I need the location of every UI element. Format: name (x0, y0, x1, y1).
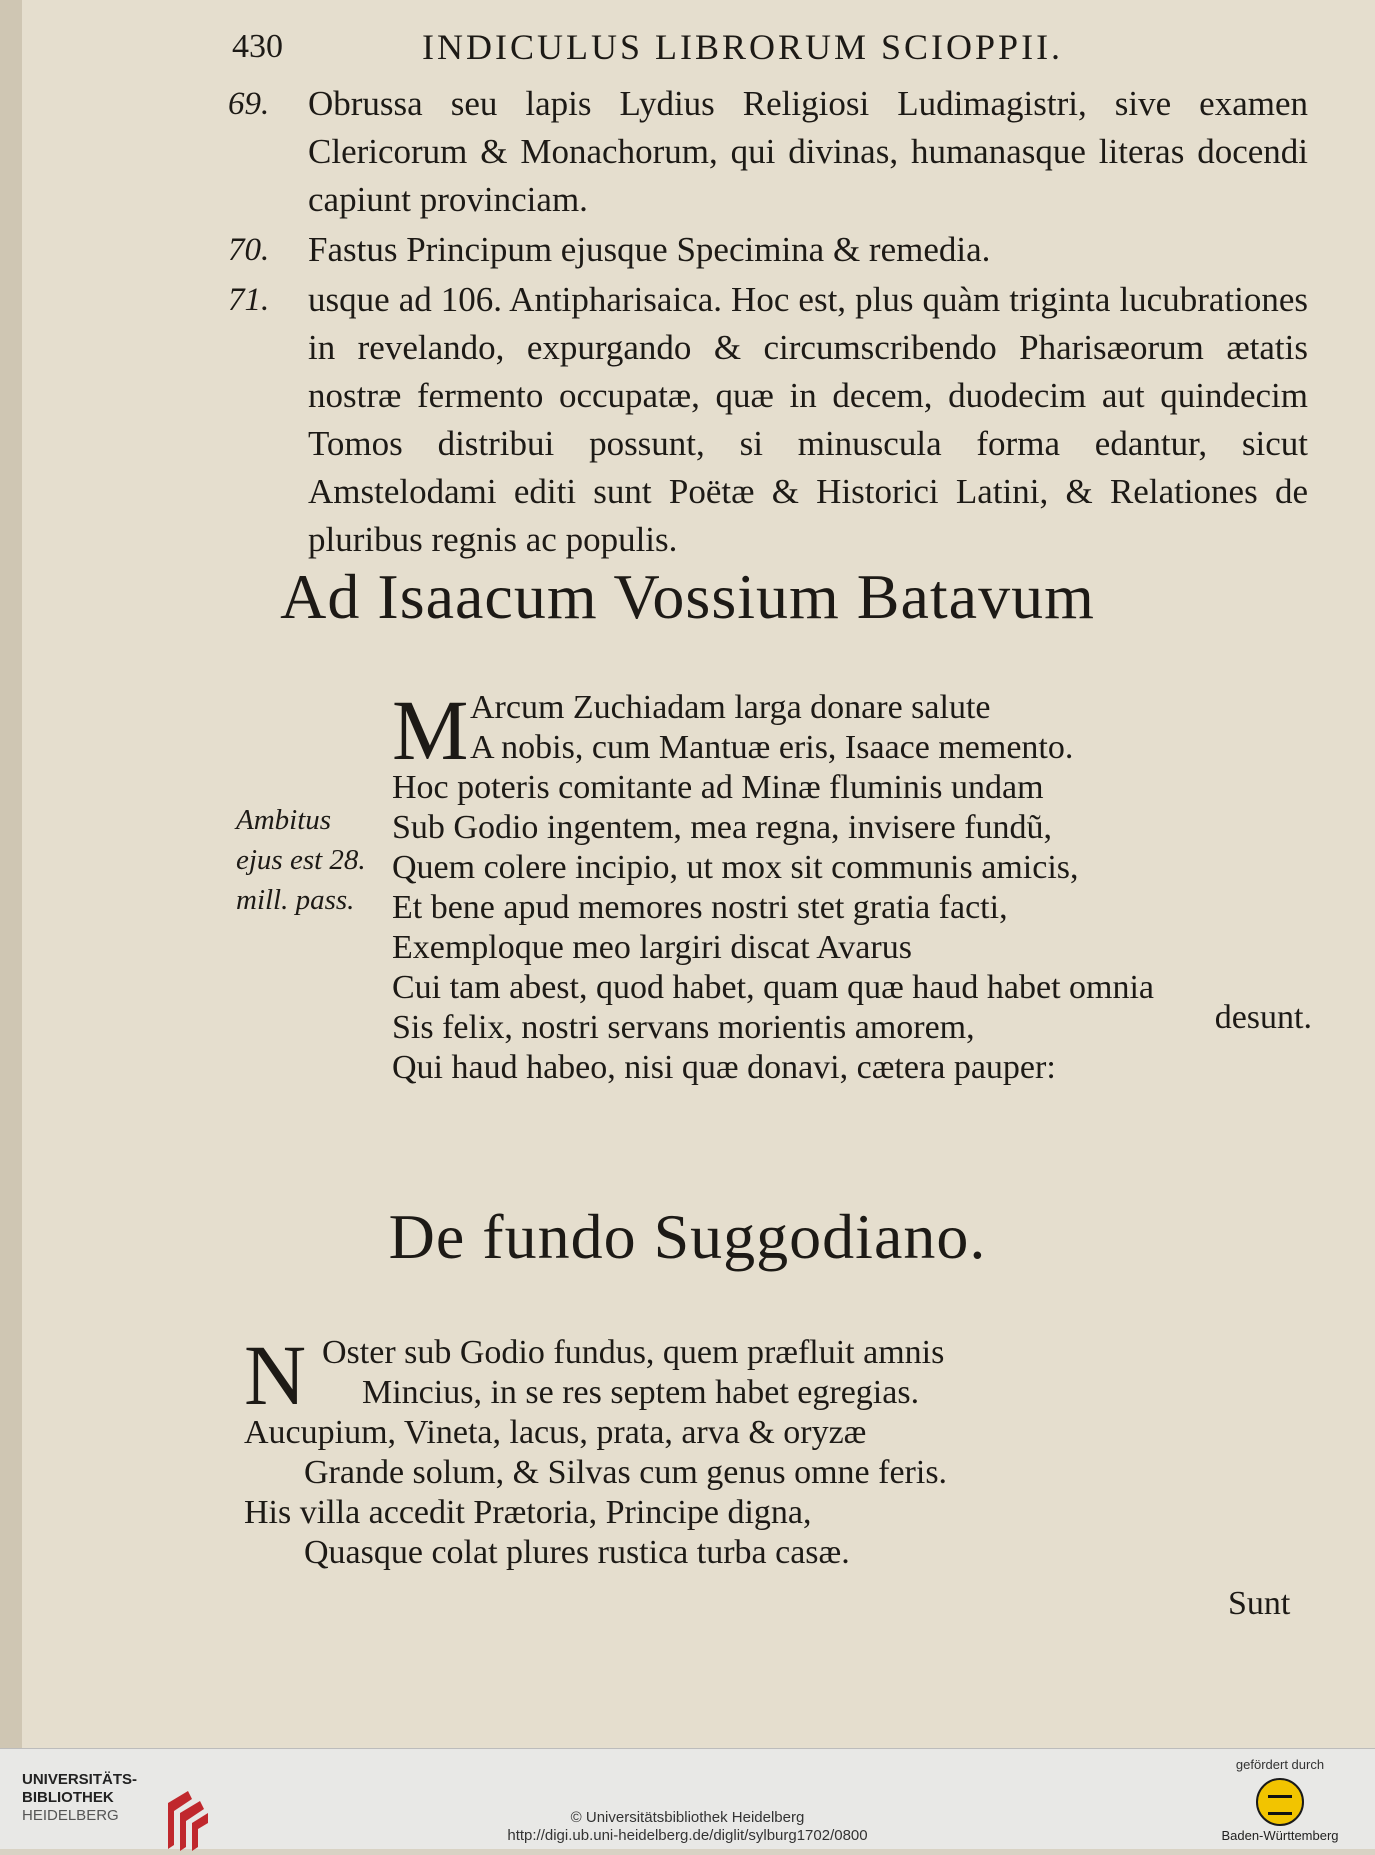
sponsor-block[interactable] (1205, 1757, 1355, 1843)
poem-line: A nobis, cum Mantuæ eris, Isaace memento. (470, 729, 1074, 766)
list-item (228, 276, 1308, 564)
copyright-block (0, 1809, 1375, 1845)
running-title: INDICULUS LIBRORUM SCIOPPII. (422, 27, 1064, 67)
viewer-footer (0, 1748, 1375, 1849)
turnover-word: desunt. (1214, 999, 1312, 1036)
poem-line: His villa accedit Prætoria, Principe digna, (244, 1494, 812, 1531)
page-number: 430 (232, 28, 283, 65)
section-heading-vossius: Ad Isaacum Vossium Batavum (280, 561, 1095, 632)
entry-list (228, 80, 1308, 566)
poem-line: Cui tam abest, quod habet, quam quæ haud habet omnia (392, 969, 1155, 1006)
entry-text: usque ad 106. Antipharisaica. Hoc est, plus quàm triginta lucubrationes in revelando, expurgando & circumscribendo Pharisæorum ætatis nostræ fermento occupatæ, quæ in decem, duodecim aut quindecim Tomos distribui possunt, si minuscula forma edantur, sicut Amstelodami editi sunt Poëtæ & Historici Latini, & Relationes de pluribus regnis ac populis. (308, 280, 1308, 559)
poem-line: Aucupium, Vineta, lacus, prata, arva & oryzæ (244, 1414, 867, 1451)
list-item (228, 226, 1308, 274)
entry-text: Fastus Principum ejusque Specimina & remedia. (308, 230, 991, 269)
entry-text: Obrussa seu lapis Lydius Religiosi Ludimagistri, sive examen Clericorum & Monachorum, qui divinas, humanasque literas docendi capiunt provinciam. (308, 84, 1308, 219)
entry-number: 70. (228, 232, 270, 268)
poem-line (392, 999, 1312, 1048)
entry-number: 69. (228, 86, 270, 122)
page-edge (0, 0, 22, 1748)
sponsor-label: gefördert durch (1235, 1757, 1325, 1772)
library-name-line: BIBLIOTHEK (22, 1789, 114, 1806)
catchword: Sunt (1228, 1585, 1291, 1622)
entry-number: 71. (228, 282, 270, 318)
marginal-line: ejus est 28. (236, 844, 366, 876)
poem-line: Sub Godio ingentem, mea regna, invisere fundũ, (392, 809, 1053, 846)
library-name-line: UNIVERSITÄTS- (22, 1771, 138, 1788)
permalink[interactable]: http://digi.ub.uni-heidelberg.de/diglit/sylburg1702/0800 (507, 1827, 868, 1844)
poem-line: Quem colere incipio, ut mox sit communis amicis, (392, 849, 1079, 886)
poem-suggodiano (244, 1327, 1144, 1573)
marginal-line: Ambitus (236, 804, 332, 836)
poem-line: Qui haud habeo, nisi quæ donavi, cætera pauper: (392, 1049, 1056, 1086)
poem-line: Quasque colat plures rustica turba casæ. (304, 1534, 850, 1571)
poem-line: Mincius, in se res septem habet egregias. (362, 1374, 920, 1411)
section-heading-suggodiano: De fundo Suggodiano. (388, 1201, 987, 1272)
marginal-line: mill. pass. (236, 884, 355, 916)
page-header (232, 18, 1232, 78)
poem-line: Grande solum, & Silvas cum genus omne feris. (304, 1454, 948, 1491)
state-crest-icon (1256, 1778, 1304, 1826)
library-name-line: HEIDELBERG (22, 1807, 119, 1824)
poem-vossius (392, 682, 1312, 1088)
drop-cap: M (392, 682, 469, 778)
sponsor-name: Baden-Württemberg (1221, 1828, 1339, 1843)
list-item (228, 80, 1308, 224)
poem-line: Exemploque meo largiri discat Avarus (392, 929, 912, 966)
drop-cap: N (244, 1327, 307, 1423)
poem-line: Et bene apud memores nostri stet gratia facti, (392, 889, 1008, 926)
marginal-note (236, 800, 366, 920)
poem-line-text: Sis felix, nostri servans morientis amorem, (392, 1009, 975, 1046)
poem-line-text: Oster sub Godio fundus, quem præfluit amnis (322, 1334, 945, 1371)
poem-line: Hoc poteris comitante ad Minæ fluminis undam (392, 769, 1044, 806)
copyright-text: © Universitätsbibliothek Heidelberg (570, 1809, 805, 1826)
poem-line-text: Arcum Zuchiadam larga donare salute (470, 689, 991, 726)
